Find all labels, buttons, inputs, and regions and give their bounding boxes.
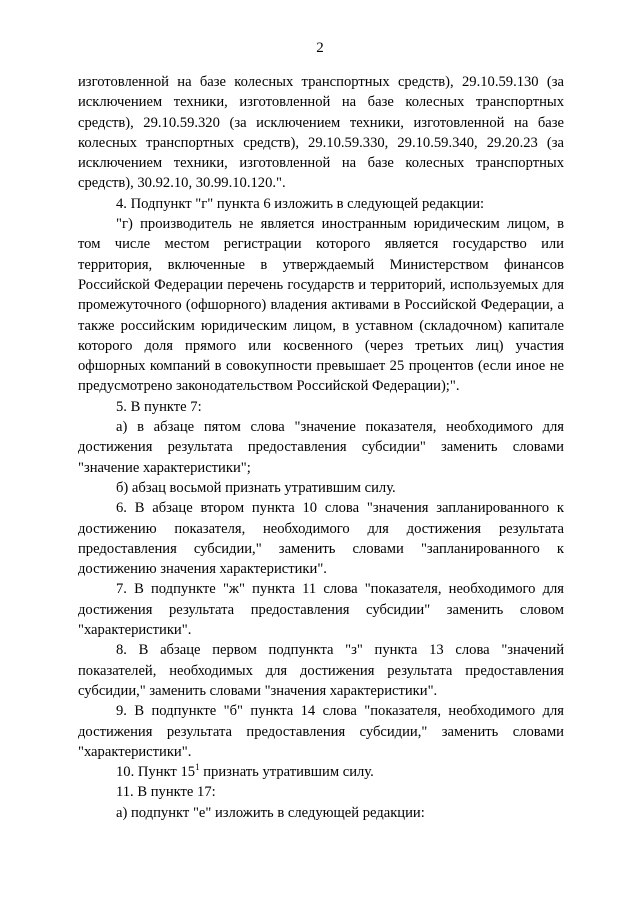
item-10-text-end: признать утратившим силу. [199, 764, 374, 781]
paragraph-item-9: 9. В подпункте "б" пункта 14 слова "показателя, необходимого для достижения результата предоставления субсидии," заменить словами "характеристики". [78, 703, 564, 760]
paragraph-item-7: 7. В подпункте "ж" пункта 11 слова "показателя, необходимого для достижения результата предоставления субсидии" заменить словом "характеристики". [78, 581, 564, 639]
paragraph-item-10 [78, 762, 564, 782]
paragraph-item-5: 5. В пункте 7: [116, 398, 202, 415]
page-number: 2 [316, 40, 324, 56]
item-10-superscript: 1 [195, 762, 200, 773]
paragraph-item-11: 11. В пункте 17: [116, 784, 216, 801]
paragraph-subitem-g: "г) производитель не является иностранным юридическим лицом, в том числе местом регистрации которого является государство или территория, включенные в утверждаемый Министерством финансов Российской Федерации перечень государств и территорий, используемых для промежуточного (офшорного) владения активами в Российской Федерации, а также российским юридическим лицом, в уставном (складочном) капитале которого доля прямого или косвенного (через третьих лиц) участия офшорных компаний в совокупности превышает 25 процентов (если иное не предусмотрено законодательством Российской Федерации);". [78, 216, 564, 395]
paragraph-item-4: 4. Подпункт "г" пункта 6 изложить в следующей редакции: [116, 195, 485, 212]
paragraph-item-5a: а) в абзаце пятом слова "значение показателя, необходимого для достижения результата предоставления субсидии" заменить словами "значение характеристики"; [78, 419, 564, 476]
paragraph-item-8: 8. В абзаце первом подпункта "з" пункта 13 слова "значений показателей, необходимых для достижения результата предоставления субсидии," заменить словами "значения характеристики". [78, 642, 564, 699]
paragraph-item-6: 6. В абзаце втором пункта 10 слова "значения запланированного к достижению показателя, необходимого для достижения результата предоставления субсидии," заменить словами "запланированного к достижению значения характеристики". [78, 500, 564, 578]
paragraph-item-5b: б) абзац восьмой признать утратившим силу. [116, 479, 396, 496]
paragraph-continuation: изготовленной на базе колесных транспортных средств), 29.10.59.130 (за исключением техники, изготовленной на базе колесных транспортных средств), 29.10.59.320 (за исключением техники, изготовленной на базе колесных транспортных средств), 29.10.59.330, 29.10.59.340, 29.20.23 (за исключением техники, изготовленной на базе колесных транспортных средств), 30.92.10, 30.99.10.120.". [78, 74, 564, 192]
document-body [78, 72, 564, 823]
paragraph-item-11a: а) подпункт "е" изложить в следующей редакции: [116, 804, 425, 821]
item-10-text-start: 10. Пункт 15 [116, 764, 196, 781]
